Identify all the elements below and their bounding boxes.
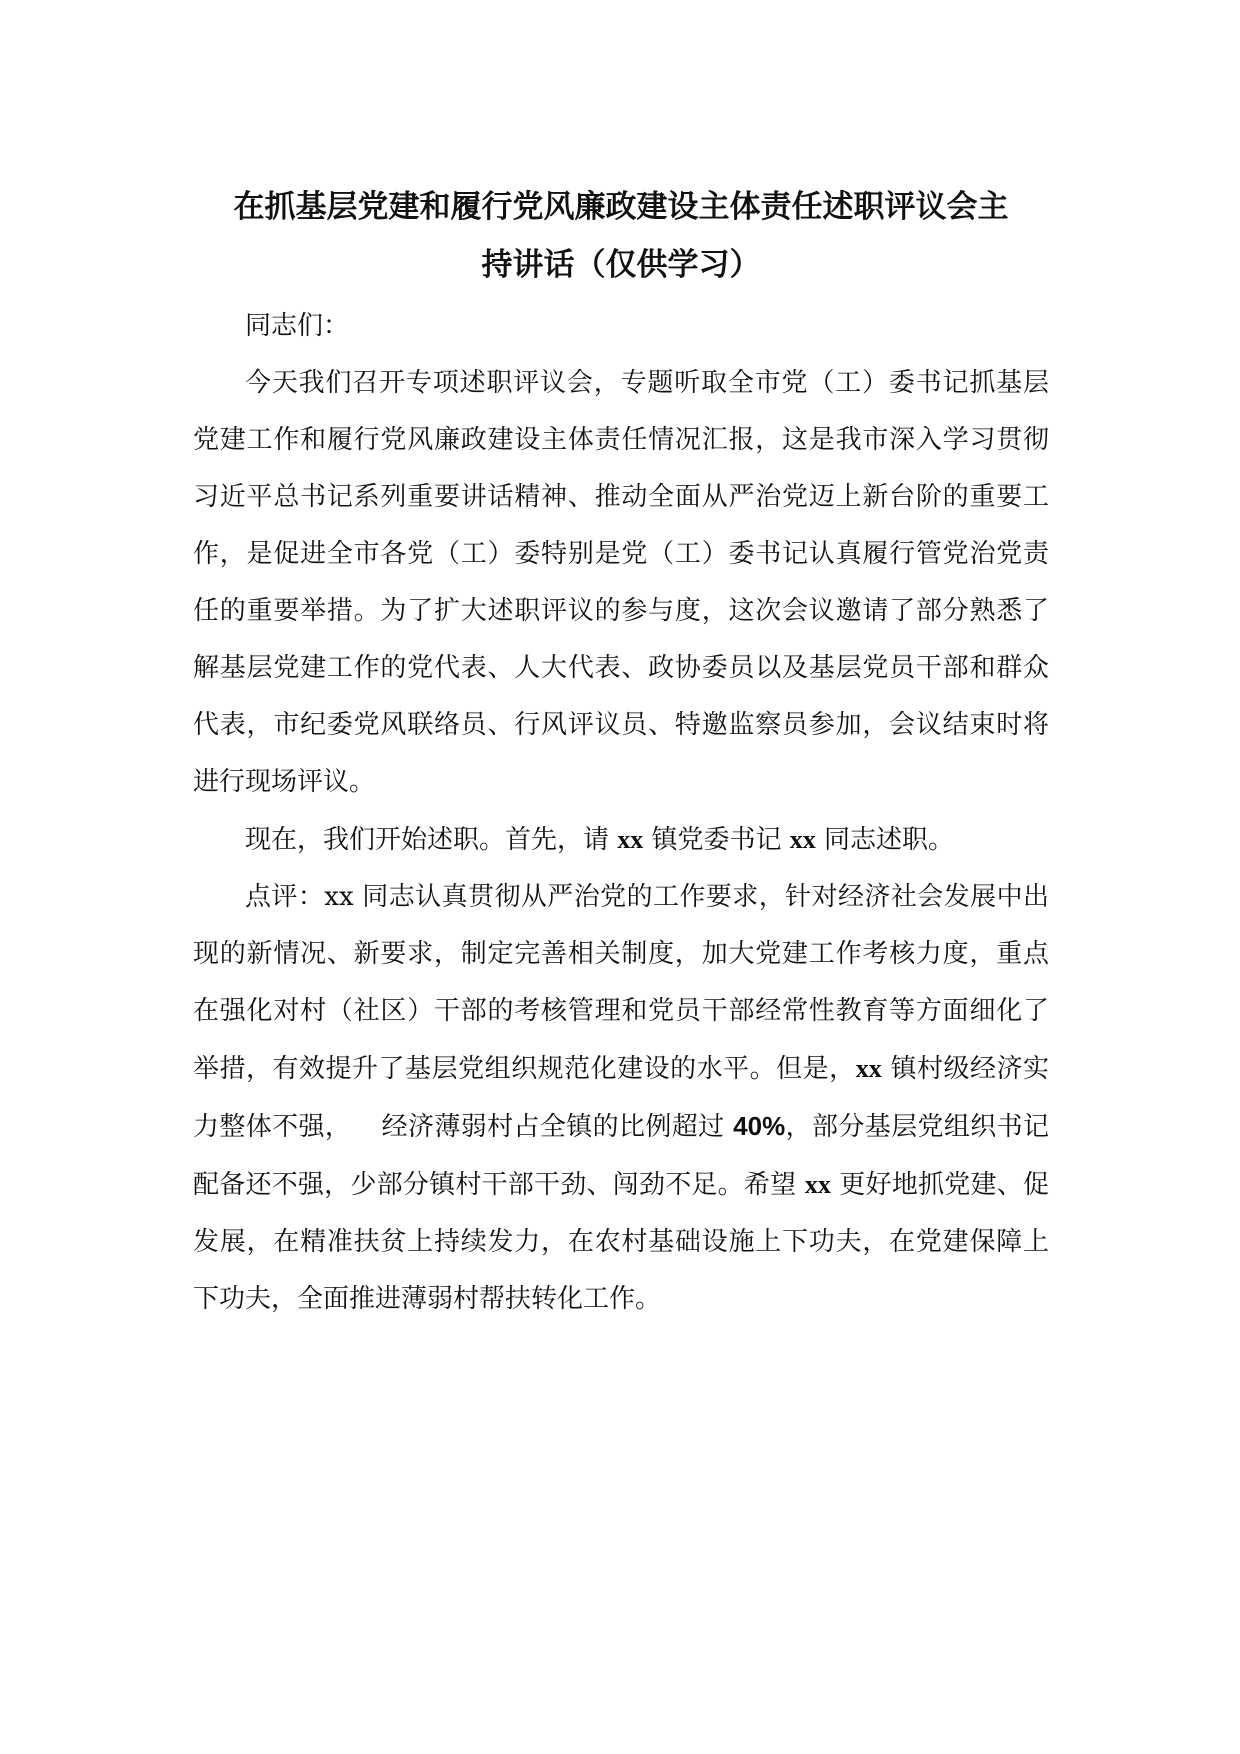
paragraph-comment	[193, 869, 1049, 1328]
p3-percent: 40%	[733, 1111, 786, 1141]
salutation: 同志们：	[245, 311, 350, 341]
p3-text-2: 镇村级经济实力整体不强，	[193, 1054, 1049, 1142]
p3-text-1: 点评：xx 同志认真贯彻从严治党的工作要求，针对经济社会发展中出现的新情况、新要求，制定完善相关制度，加大党建工作考核力度，重点在强化对村（社区）干部的考核管理和党员干部经常性教育等方面细化了举措，有效提升了基层党组织规范化建设的水平。但是，	[193, 882, 1049, 1084]
paragraph-start-reporting	[193, 811, 1049, 869]
title-line-1: 在抓基层党建和履行党风廉政建设主体责任述职评议会主	[233, 189, 1009, 225]
p3-placeholder-town: xx	[855, 1054, 882, 1083]
p3-text-5: 更好地抓党建、促发展，在精准扶贫上持续发力，在农村基础设施上下功夫，在党建保障上下功夫，全面推进薄弱村帮扶转化工作。	[193, 1170, 1050, 1314]
document-title	[193, 178, 1049, 294]
p2-text-3: 同志述职。	[815, 825, 955, 855]
title-line-2: 持讲话（仅供学习）	[481, 247, 761, 283]
paragraph-opening: 今天我们召开专项述职评议会，专题听取全市党（工）委书记抓基层党建工作和履行党风廉政建设主体责任情况汇报，这是我市深入学习贯彻习近平总书记系列重要讲话精神、推动全面从严治党迈上新台阶的重要工作，是促进全市各党（工）委特别是党（工）委书记认真履行管党治党责任的重要举措。为了扩大述职评议的参与度，这次会议邀请了部分熟悉了解基层党建工作的党代表、人大代表、政协委员以及基层党员干部和群众代表，市纪委党风联络员、行风评议员、特邀监察员参加，会议结束时将进行现场评议。	[193, 368, 1049, 797]
p3-placeholder-name: xx	[804, 1170, 831, 1199]
p2-placeholder-town: xx	[617, 825, 644, 854]
p2-text-2: 镇党委书记	[643, 825, 790, 855]
p3-text-4: ，部分基层党组织书记配备还不强，少部分镇村干部干劲、闯劲不足。希望	[193, 1112, 1049, 1200]
document-page	[193, 178, 1049, 1328]
p2-text-1: 现在，我们开始述职。首先，请	[245, 825, 618, 855]
p2-placeholder-name: xx	[789, 825, 816, 854]
p3-text-3: 经济薄弱村占全镇的比例超过	[381, 1112, 734, 1142]
